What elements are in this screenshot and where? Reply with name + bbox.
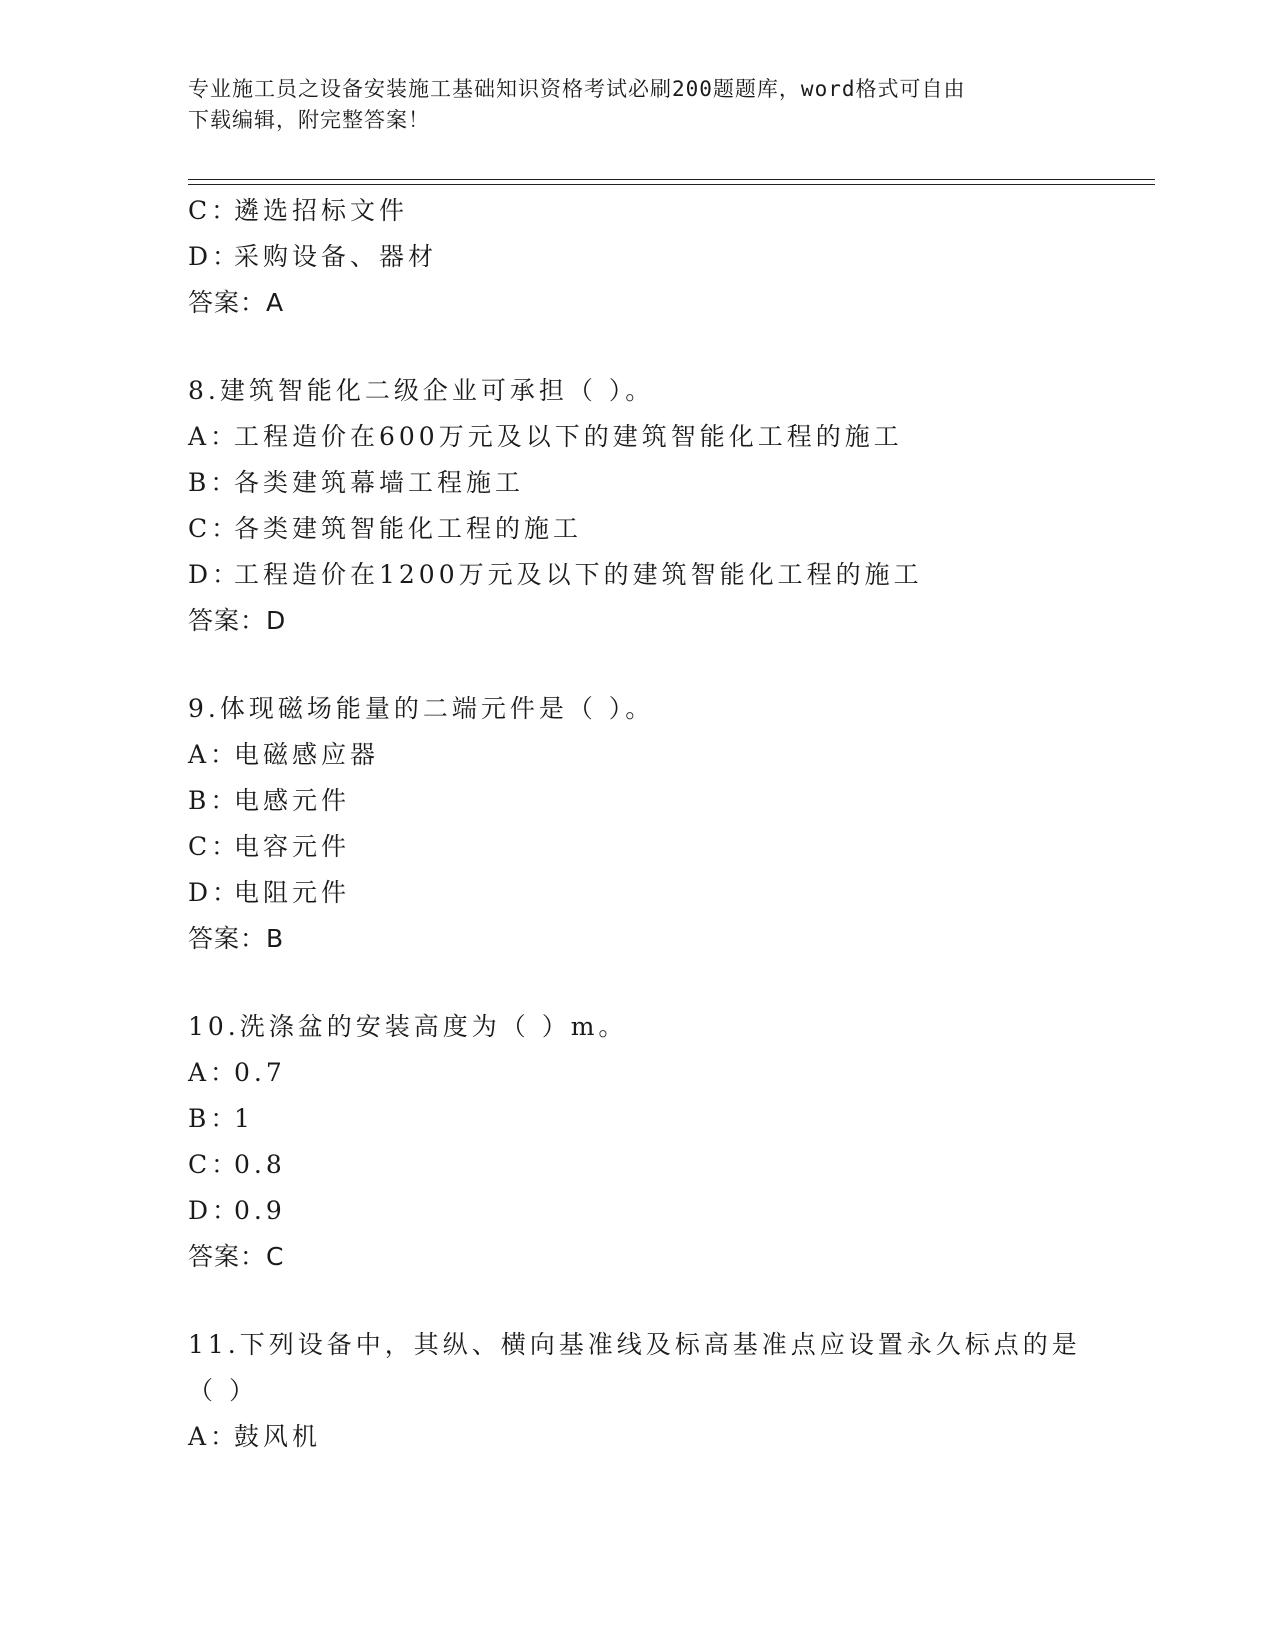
option-label: C： (188, 514, 241, 543)
question-text-continued: （ ） (188, 1376, 258, 1405)
option-label: D： (188, 878, 242, 907)
document-header (188, 74, 1068, 136)
option-label: A： (188, 1058, 240, 1087)
option-text: 0.8 (234, 1150, 286, 1179)
option-text: 电磁感应器 (234, 740, 380, 769)
option-text: 0.9 (234, 1196, 286, 1225)
header-line-1: 专业施工员之设备安装施工基础知识资格考试必刷200题题库，word格式可自由 (188, 77, 966, 101)
option-label: A： (188, 1422, 240, 1451)
option-label: C： (188, 1150, 241, 1179)
header-line-2: 下载编辑，附完整答案！ (188, 108, 430, 132)
option-label: C： (188, 196, 241, 225)
option-label: D： (188, 560, 242, 589)
spacer (188, 326, 1148, 368)
option-d (188, 870, 1148, 916)
option-a (188, 414, 1148, 460)
option-c (188, 506, 1148, 552)
option-d (188, 552, 1148, 598)
question-list (188, 188, 1148, 1460)
question-block-10 (188, 1004, 1148, 1280)
option-b (188, 1096, 1148, 1142)
option-label: B： (188, 468, 240, 497)
option-text: 电感元件 (234, 786, 351, 815)
option-text: 电阻元件 (234, 878, 351, 907)
answer-line: 答案：D (188, 606, 287, 635)
header-divider-bottom (188, 184, 1155, 185)
answer-line: 答案：B (188, 924, 285, 953)
header-divider-top (188, 179, 1155, 180)
option-label: B： (188, 786, 240, 815)
question-block-11 (188, 1322, 1148, 1460)
option-text: 工程造价在600万元及以下的建筑智能化工程的施工 (234, 422, 903, 451)
option-b (188, 778, 1148, 824)
answer-line: 答案：A (188, 288, 285, 317)
question-text: 11.下列设备中，其纵、横向基准线及标高基准点应设置永久标点的是 (188, 1330, 1081, 1359)
option-label: A： (188, 740, 240, 769)
option-a (188, 1050, 1148, 1096)
option-text: 各类建筑幕墙工程施工 (234, 468, 525, 497)
option-text: 各类建筑智能化工程的施工 (234, 514, 583, 543)
option-label: C： (188, 832, 241, 861)
option-a (188, 732, 1148, 778)
spacer (188, 962, 1148, 1004)
option-c (188, 1142, 1148, 1188)
option-c (188, 824, 1148, 870)
option-label: B： (188, 1104, 240, 1133)
option-a (188, 1414, 1148, 1460)
option-text: 鼓风机 (234, 1422, 322, 1451)
spacer (188, 644, 1148, 686)
option-text: 电容元件 (234, 832, 351, 861)
question-block-7 (188, 188, 1148, 326)
option-text: 工程造价在1200万元及以下的建筑智能化工程的施工 (234, 560, 923, 589)
option-text: 0.7 (234, 1058, 286, 1087)
option-d (188, 234, 1148, 280)
spacer (188, 1280, 1148, 1322)
question-text: 8.建筑智能化二级企业可承担（ ）。 (188, 376, 655, 405)
question-text: 10.洗涤盆的安装高度为（ ）m。 (188, 1012, 628, 1041)
option-text: 遴选招标文件 (234, 196, 409, 225)
option-label: D： (188, 242, 242, 271)
option-b (188, 460, 1148, 506)
option-text: 1 (234, 1104, 254, 1133)
option-d (188, 1188, 1148, 1234)
question-block-9 (188, 686, 1148, 962)
answer-line: 答案：C (188, 1242, 285, 1271)
option-label: D： (188, 1196, 242, 1225)
option-label: A： (188, 422, 240, 451)
option-c (188, 188, 1148, 234)
question-text: 9.体现磁场能量的二端元件是（ ）。 (188, 694, 655, 723)
question-block-8 (188, 368, 1148, 644)
option-text: 采购设备、器材 (234, 242, 438, 271)
